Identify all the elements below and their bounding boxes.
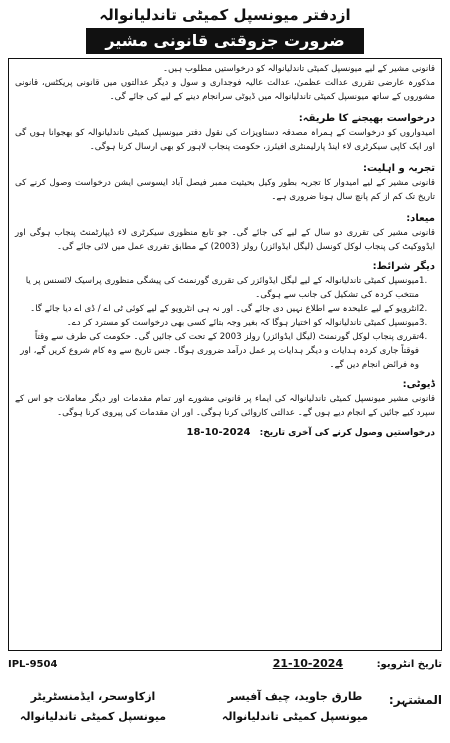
- experience-heading: تجربہ و اہلیت:: [362, 163, 435, 174]
- condition-text: میونسپل کمیٹی تاندلیانوالہ کو اختیار ہوگا کہ بغیر وجہ بتائے کسی بھی درخواست کو مسترد کر دے۔: [66, 318, 419, 328]
- condition-item: [15, 302, 431, 316]
- condition-number: 4.: [419, 332, 428, 342]
- condition-number: 2.: [419, 304, 428, 314]
- office-title: ازدفتر میونسپل کمیٹی تاندلیانوالہ: [99, 6, 351, 24]
- condition-number: 3.: [419, 318, 428, 328]
- condition-item: [15, 330, 431, 372]
- intro-paragraph-2: مذکورہ عارضی تقرری عدالت عظمیٰ، عدالت عالیہ فوجداری و سول و دیگر عدالتوں میں قانونی پریکٹس، قانونی مشوروں کے ساتھ میونسپل کمیٹی تاندلیانوالہ میں ڈیوٹی سرانجام دینے کے لیے کی جائے گی۔: [15, 78, 435, 102]
- condition-number: 1.: [419, 276, 428, 286]
- condition-item: [15, 316, 431, 330]
- term-heading: میعاد:: [406, 213, 435, 224]
- condition-text: انٹرویو کے لیے علیحدہ سے اطلاع نہیں دی جائے گی۔ اور نہ ہی انٹرویو کے لیے کوئی ٹی اے / ڈی اے دیا جائے گا۔: [30, 304, 419, 314]
- conditions-list: [15, 274, 435, 372]
- signatory-administrator: [8, 687, 178, 727]
- announcer-label: المشتہر:: [388, 693, 442, 707]
- experience-text: قانونی مشیر کے لیے امیدوار کا تجربہ بطور وکیل بحیثیت ممبر فیصل آباد ایسوسی ایشن درخواست وصول کرنے کی تاریخ تک کم از کم پانچ سال ہونا ضروری ہے۔: [15, 178, 435, 202]
- interview-date-row: [273, 657, 442, 670]
- duty-heading: ڈیوٹی:: [402, 379, 435, 390]
- signatory-name: ازکاوسحر، ایڈمنسٹریٹر: [30, 690, 156, 703]
- intro-paragraph-1: قانونی مشیر کے لیے میونسپل کمیٹی تاندلیانوالہ کو درخواستیں مطلوب ہیں۔: [162, 64, 435, 74]
- condition-item: [15, 274, 431, 302]
- interview-date: 21-10-2024: [272, 657, 344, 670]
- term-text: قانونی مشیر کی تقرری دو سال کے لیے کی جائے گی۔ جو تابع منظوری سیکرٹری لاء ڈیپارٹمنٹ پنجاب ہوگی اور ایڈووکیٹ کی پنجاب لوکل کونسل (لیگل ایڈوائزر) رولز (2003) کے مطابق تقرری عمل میں لائی جائے گی۔: [15, 228, 435, 252]
- signatory-organization: میونسپل کمیٹی تاندلیانوالہ: [19, 710, 167, 723]
- deadline-label: درخواستیں وصول کرنے کی آخری تاریخ:: [259, 428, 435, 438]
- ad-banner-title: ضرورت جزوقتی قانونی مشیر: [86, 28, 364, 54]
- deadline-line: [15, 425, 435, 441]
- condition-text: میونسپل کمیٹی تاندلیانوالہ کے لیے لیگل ایڈوائزر کی تقرری گورنمنٹ کی پیشگی منظوری پراسیک لائسنس پر یا منتخب کردہ کی تشکیل کی جانب سے ہوگی۔: [25, 276, 419, 300]
- deadline-date: 18-10-2024: [186, 427, 251, 438]
- conditions-heading: دیگر شرائط:: [372, 261, 435, 272]
- ad-footer: [8, 651, 442, 743]
- signatory-chief-officer: [210, 687, 380, 727]
- interview-label: تاریخ انٹرویو:: [376, 659, 442, 670]
- signatory-organization: میونسپل کمیٹی تاندلیانوالہ: [221, 710, 369, 723]
- condition-text: تقرری پنجاب لوکل گورنمنٹ (لیگل ایڈوائزر) رولز 2003 کے تحت کی جائیں گی۔ حکومت کی طرف سے وقتاً فوقتاً جاری کردہ ہدایات و دیگر ہدایات پر عمل درآمد ضروری ہوگا۔ جس تاریخ سے وہ کام شروع کریں گے، اور وہ فرائض انجام دیں گے۔: [20, 332, 419, 370]
- duty-text: قانونی مشیر میونسپل کمیٹی تاندلیانوالہ کی ایماء پر قانونی مشورے اور تمام مقدمات اور دیگر معاملات جو اس کے سپرد کیے جائیں کے انجام دیے ہوں گے۔ عدالتی کاروائی کرنا ہوگی۔ اور ان مقدمات کی پیروی کرنا ہوگی۔: [15, 394, 435, 418]
- ipl-code: IPL-9504: [8, 659, 58, 670]
- ad-body-frame: [8, 58, 442, 651]
- apply-method-heading: درخواست بھیجنے کا طریقہ:: [298, 113, 435, 124]
- apply-method-text: امیدواروں کو درخواست کے ہمراہ مصدقہ دستاویزات کی نقول دفتر میونسپل کمیٹی تاندلیانوالہ کو بھجوانا ہوں گی اور ایک کاپی سیکرٹری لاء اینڈ پارلیمنٹری افیئرز، حکومت پنجاب لاہور کو بھی ارسال کرنا ہوگی۔: [15, 128, 435, 152]
- signatory-name: طارق جاوید، چیف آفیسر: [227, 690, 363, 703]
